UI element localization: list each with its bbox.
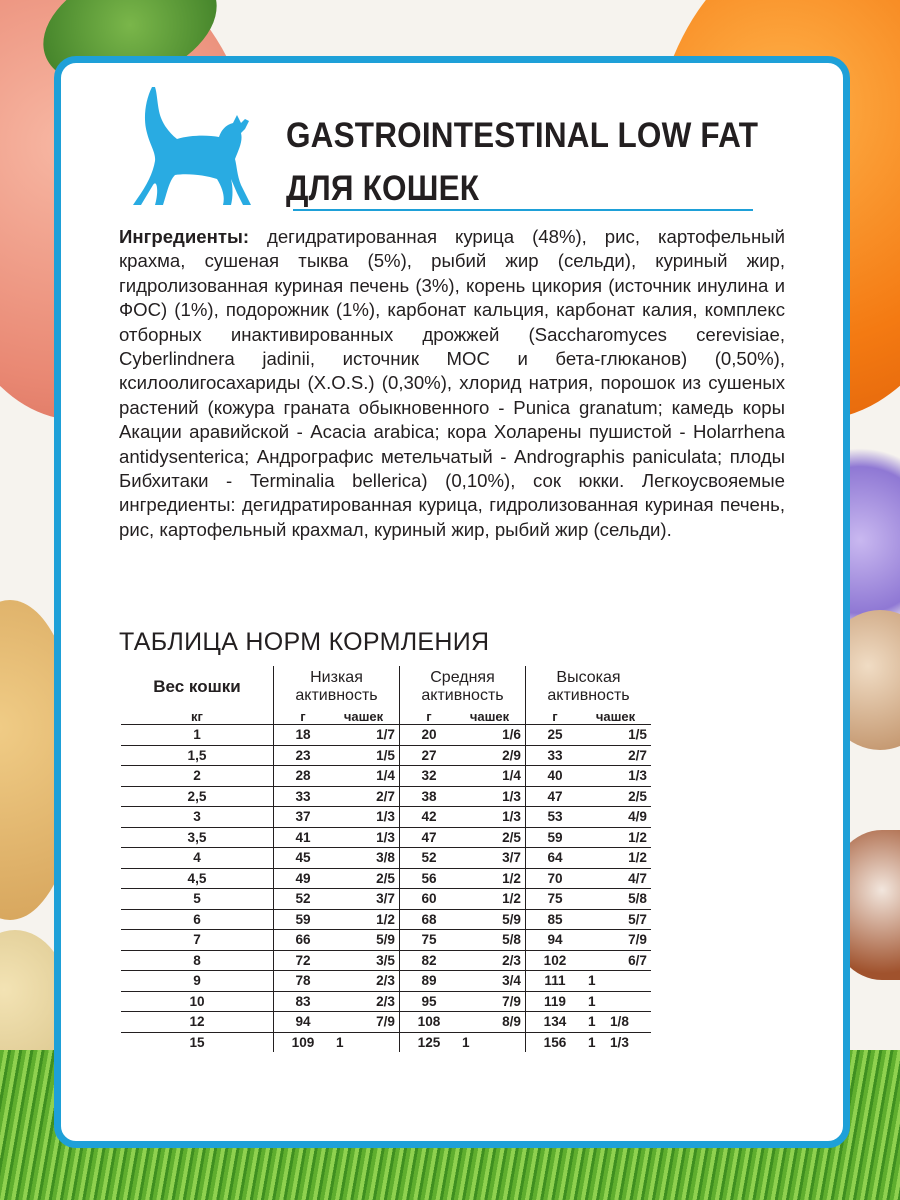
high-cups-cell-whole: 1 [588,1014,596,1030]
medium-cups-cell: 5/9 [458,909,526,930]
medium-cups-cell: 1/2 [458,889,526,910]
low-cups-cell: 7/9 [332,1012,400,1033]
low-grams-cell: 49 [274,868,333,889]
high-activity-header-line2: активность [547,687,630,704]
high-grams-cell: 102 [526,950,585,971]
weight-cell: 15 [189,1034,205,1050]
weight-cell: 3,5 [121,827,274,848]
unit-kg: кг [121,708,274,725]
feeding-table [121,666,651,1052]
low-grams-cell: 28 [274,766,333,787]
medium-cups-cell: 2/3 [458,950,526,971]
high-grams-cell: 85 [526,909,585,930]
table-row [121,930,651,951]
weight-cell: 10 [121,991,274,1012]
high-cups-cell: 1/2 [584,848,651,869]
table-row [121,807,651,828]
medium-grams-cell: 89 [400,971,459,992]
high-cups-cell-whole: 1 [588,993,596,1009]
unit-grams: г [274,708,333,725]
medium-grams-cell: 38 [400,786,459,807]
high-grams-cell: 70 [526,868,585,889]
low-grams-cell: 41 [274,827,333,848]
high-grams-cell: 134 [526,1012,585,1033]
medium-cups-cell: 2/9 [458,745,526,766]
low-cups-cell: 3/8 [332,848,400,869]
medium-grams-cell: 125 [400,1032,459,1052]
low-activity-header-line1: Низкая [310,669,363,686]
low-cups-cell: 1/5 [332,745,400,766]
low-activity-header [274,666,400,708]
medium-cups-cell: 1/3 [458,807,526,828]
weight-cell: 2,5 [121,786,274,807]
weight-header: Вес кошки [153,677,241,696]
high-cups-cell-fraction: 1/8 [610,1014,629,1030]
medium-cups-cell: 8/9 [458,1012,526,1033]
unit-cups: чашек [458,708,526,725]
high-grams-cell: 40 [526,766,585,787]
table-row [121,745,651,766]
product-card [54,56,850,1148]
low-grams-cell: 59 [274,909,333,930]
table-row [121,950,651,971]
medium-cups-cell: 5/8 [458,930,526,951]
low-cups-cell: 2/3 [332,991,400,1012]
low-grams-cell: 37 [274,807,333,828]
high-grams-cell: 59 [526,827,585,848]
low-grams-cell: 78 [274,971,333,992]
low-cups-cell: 1/3 [332,807,400,828]
medium-grams-cell: 82 [400,950,459,971]
medium-cups-cell: 1/6 [458,725,526,746]
medium-activity-header [400,666,526,708]
table-row [121,766,651,787]
low-cups-cell: 5/9 [332,930,400,951]
medium-cups-cell-whole: 1 [462,1034,470,1050]
low-grams-cell: 66 [274,930,333,951]
high-cups-cell [584,1012,651,1033]
high-cups-cell: 6/7 [584,950,651,971]
table-row [121,827,651,848]
cat-icon [125,81,260,209]
feeding-table-title: ТАБЛИЦА НОРМ КОРМЛЕНИЯ [119,628,490,656]
feeding-table-body [121,725,651,1053]
high-grams-cell: 94 [526,930,585,951]
low-cups-cell: 1/4 [332,766,400,787]
low-cups-cell: 1/3 [332,827,400,848]
low-activity-header-line2: активность [295,687,378,704]
medium-grams-cell: 47 [400,827,459,848]
medium-grams-cell: 20 [400,725,459,746]
weight-cell: 1 [121,725,274,746]
medium-cups-cell: 1/4 [458,766,526,787]
high-grams-cell: 47 [526,786,585,807]
table-row [121,1032,651,1052]
ingredients-label: Ингредиенты: [119,226,250,247]
high-cups-cell: 1/5 [584,725,651,746]
low-grams-cell: 18 [274,725,333,746]
high-cups-cell: 5/7 [584,909,651,930]
medium-grams-cell: 60 [400,889,459,910]
weight-cell: 6 [121,909,274,930]
medium-cups-cell: 2/5 [458,827,526,848]
unit-grams: г [526,708,585,725]
table-row [121,848,651,869]
high-grams-cell: 25 [526,725,585,746]
high-grams-cell: 75 [526,889,585,910]
low-cups-cell [332,1032,400,1052]
medium-cups-cell: 3/4 [458,971,526,992]
low-cups-cell-whole: 1 [336,1034,344,1050]
medium-grams-cell: 68 [400,909,459,930]
medium-cups-cell [458,1032,526,1052]
table-row [121,725,651,746]
weight-cell: 9 [121,971,274,992]
high-cups-cell: 4/7 [584,868,651,889]
low-grams-cell: 83 [274,991,333,1012]
medium-grams-cell: 32 [400,766,459,787]
low-cups-cell: 3/5 [332,950,400,971]
high-grams-cell: 33 [526,745,585,766]
table-row [121,889,651,910]
low-cups-cell: 1/2 [332,909,400,930]
high-cups-cell [584,971,651,992]
weight-cell: 5 [121,889,274,910]
weight-cell: 12 [121,1012,274,1033]
medium-cups-cell: 1/3 [458,786,526,807]
medium-grams-cell: 52 [400,848,459,869]
low-cups-cell: 2/3 [332,971,400,992]
ingredients-text: дегидратированная курица (48%), рис, картофельный крахма, сушеная тыква (5%), рыбий жир (сельди), куриный жир, гидролизованная куриная печень (3%), корень цикория (источник инулина и ФОС) (1%), подорожник (1%), карбонат кальция, карбонат калия, комплекс отборных инактивированных дрожжей (Saccharomyces cerevisiae, Cyberlindnera jadinii, источник МОС и бета-глюканов) (0,50%), ксилоолигосахариды (X.O.S.) (0,30%), хлорид натрия, порошок из сушеных растений (кожура граната обыкновенного - Punica granatum; камедь коры Акации аравийской - Acacia arabica; кора Холарены пушистой - Holarrhena antidysenterica; Андрографис метельчатый - Andrographis paniculata; плоды Бибхитаки - Terminalia bellerica) (0,10%), сок юкки. Легкоусвояемые ингредиенты: дегидратированная курица, гидролизованная куриная печень, рис, картофельный крахмал, куриный жир, рыбий жир (сельди). [119,226,785,540]
product-title [286,109,758,215]
medium-grams-cell: 56 [400,868,459,889]
weight-cell: 3 [121,807,274,828]
low-grams-cell: 23 [274,745,333,766]
medium-cups-cell: 3/7 [458,848,526,869]
table-row [121,909,651,930]
low-grams-cell: 33 [274,786,333,807]
ingredients-paragraph [119,225,785,542]
high-cups-cell: 2/5 [584,786,651,807]
medium-activity-header-line1: Средняя [430,669,495,686]
weight-cell: 4 [121,848,274,869]
weight-cell: 7 [121,930,274,951]
low-cups-cell: 2/7 [332,786,400,807]
medium-cups-cell: 7/9 [458,991,526,1012]
low-grams-cell: 72 [274,950,333,971]
high-activity-header-line1: Высокая [556,669,621,686]
weight-cell: 1,5 [121,745,274,766]
medium-grams-cell: 108 [400,1012,459,1033]
low-cups-cell: 3/7 [332,889,400,910]
unit-cups: чашек [584,708,651,725]
title-divider [293,209,753,211]
high-cups-cell: 1/2 [584,827,651,848]
high-cups-cell-whole: 1 [588,1034,596,1050]
product-title-line1: GASTROINTESTINAL LOW FAT [286,116,759,155]
high-cups-cell: 7/9 [584,930,651,951]
medium-activity-header-line2: активность [421,687,504,704]
high-cups-cell-whole: 1 [588,973,596,989]
high-cups-cell [584,1032,651,1052]
product-title-line2: ДЛЯ КОШЕК [286,169,480,208]
table-row [121,991,651,1012]
high-activity-header [526,666,652,708]
unit-grams: г [400,708,459,725]
medium-cups-cell: 1/2 [458,868,526,889]
high-cups-cell [584,991,651,1012]
table-row [121,786,651,807]
medium-grams-cell: 95 [400,991,459,1012]
medium-grams-cell: 42 [400,807,459,828]
weight-cell: 4,5 [121,868,274,889]
high-cups-cell: 2/7 [584,745,651,766]
high-grams-cell: 64 [526,848,585,869]
high-grams-cell: 156 [526,1032,585,1052]
low-cups-cell: 2/5 [332,868,400,889]
low-grams-cell: 45 [274,848,333,869]
low-grams-cell: 52 [274,889,333,910]
weight-cell: 2 [121,766,274,787]
high-cups-cell: 4/9 [584,807,651,828]
high-cups-cell: 5/8 [584,889,651,910]
table-row [121,1012,651,1033]
high-grams-cell: 119 [526,991,585,1012]
low-grams-cell: 109 [274,1032,333,1052]
low-grams-cell: 94 [274,1012,333,1033]
high-grams-cell: 53 [526,807,585,828]
weight-cell: 8 [121,950,274,971]
table-row [121,971,651,992]
high-grams-cell: 111 [526,971,585,992]
medium-grams-cell: 27 [400,745,459,766]
medium-grams-cell: 75 [400,930,459,951]
low-cups-cell: 1/7 [332,725,400,746]
high-cups-cell: 1/3 [584,766,651,787]
unit-cups: чашек [332,708,400,725]
high-cups-cell-fraction: 1/3 [610,1034,629,1050]
table-row [121,868,651,889]
